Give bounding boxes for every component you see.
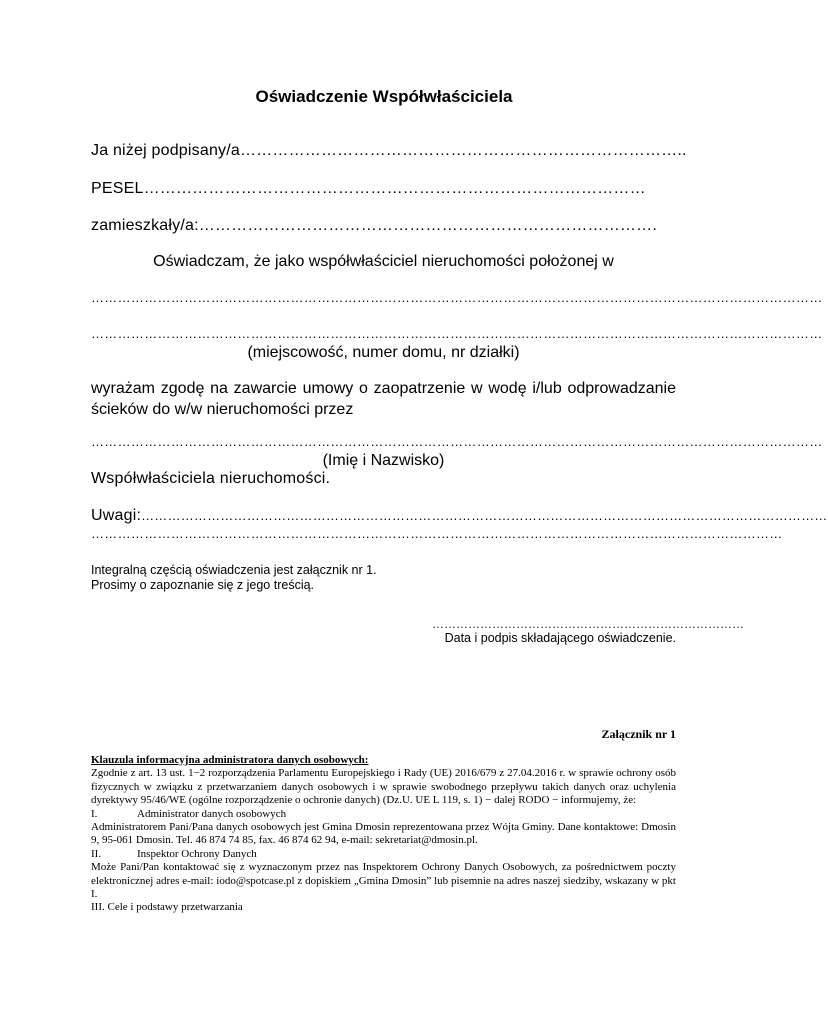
rodo-intro: Zgodnie z art. 13 ust. 1−2 rozporządzenia Parlamentu Europejskiego i Rady (UE) 2016/679 z 27.04.2016 r. w sprawie ochrony osób fizycznych w związku z przetwarzaniem danych osobowych i w sprawie swobodnego przepływu takich danych oraz uchylenia dyrektywy 95/46/WE (ogólne rozporządzenie o ochronie danych) (Dz.U. UE L 119, s. 1) − dalej RODO − informujemy, że:	[91, 767, 676, 807]
rodo-section-2-heading	[91, 848, 676, 861]
rodo-section-1-heading	[91, 808, 676, 821]
pesel-field-line: PESEL…………………………………………………………………………………	[91, 180, 646, 197]
document-title: Oświadczenie Współwłaściciela	[255, 87, 513, 106]
rodo-section-3-heading: III. Cele i podstawy przetwarzania	[91, 901, 243, 914]
rodo-section-2-title: Inspektor Ochrony Danych	[137, 847, 257, 860]
remarks-dotted-line: …………………………………………………………………………………………………………………………………………	[91, 526, 783, 541]
rodo-clause	[91, 754, 676, 915]
location-dotted-line-2: …………………………………………………………………………………………………………………………………………………	[91, 326, 823, 341]
location-dotted-line-1: …………………………………………………………………………………………………………………………………………………	[91, 290, 823, 305]
address-field-line: zamieszkały/a:………………………………………………………………………….	[91, 217, 657, 234]
name-dotted-line: …………………………………………………………………………………………………………………………………………………	[91, 434, 823, 449]
rodo-section-1-title: Administrator danych osobowych	[137, 807, 287, 820]
name-field-line: Ja niżej podpisany/a………………………………………………………………………..	[91, 142, 687, 159]
annex-label: Załącznik nr 1	[601, 727, 676, 741]
name-hint: (Imię i Nazwisko)	[322, 452, 445, 469]
declaration-text: Oświadczam, że jako współwłaściciel nieruchomości położonej w	[153, 253, 614, 270]
location-hint: (miejscowość, numer domu, nr działki)	[247, 344, 520, 361]
remarks-label: Uwagi:	[91, 507, 142, 524]
attachment-note: Integralną częścią oświadczenia jest załącznik nr 1.	[91, 563, 377, 577]
rodo-heading: Klauzula informacyjna administratora danych osobowych:	[91, 754, 369, 766]
owner-text: Współwłaściciela nieruchomości.	[91, 470, 331, 487]
rodo-section-1-number: I.	[91, 807, 98, 820]
remarks-dots: …………………………………………………………………………………………………………………………………………	[141, 508, 828, 523]
signature-dots: ……………………………………………………………………	[432, 617, 744, 631]
consent-text: wyrażam zgodę na zawarcie umowy o zaopatrzenie w wodę i/lub odprowadzanie ścieków do w/w nieruchomości przez	[91, 380, 676, 418]
rodo-section-2-text: Może Pani/Pan kontaktować się z wyznaczonym przez nas Inspektorem Ochrony Danych Osobowych, za pośrednictwem poczty elektronicznej adres e-mail: iodo@spotcase.pl z dopiskiem „Gmina Dmosin” lub pisemnie na adres naszej siedziby, wskazany w pkt I.	[91, 861, 676, 901]
read-request: Prosimy o zapoznanie się z jego treścią.	[91, 578, 315, 592]
rodo-section-1-text: Administratorem Pani/Pana danych osobowych jest Gmina Dmosin reprezentowana przez Wójta Gminy. Dane kontaktowe: Dmosin 9, 95-061 Dmosin. Tel. 46 874 74 85, fax. 46 874 62 94, e-mail: sekretariat@dmosin.pl.	[91, 821, 676, 847]
signature-label: Data i podpis składającego oświadczenie.	[444, 631, 676, 645]
rodo-section-2-number: II.	[91, 847, 102, 860]
remarks-line	[91, 507, 828, 525]
